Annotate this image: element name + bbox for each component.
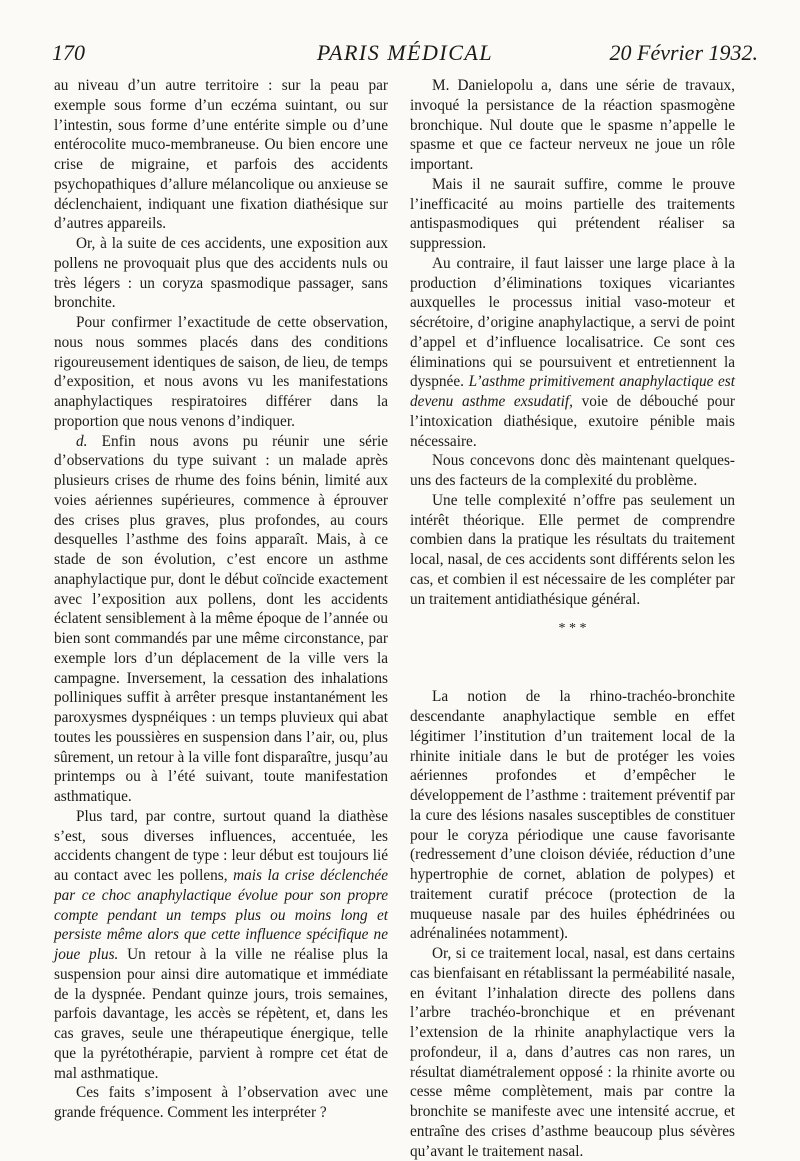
paragraph: d. Enfin nous avons pu réunir une série d’observations du type suivant : un malade après plusieurs crises de rhume des foins bénin, limité aux voies aériennes supérieures, commence à éprouver des crises plus graves, plus profondes, au cours desquelles l’asthme des foins apparaît. Mais, à ce stade de son évolution, c’est encore un asthme anaphylactique pur, dont le début coïncide exactement avec l’exposition aux pollens, dont les accidents éclatent sensiblement à la même époque de l’année ou bien sont commandés par une même circonstance, par exemple lors d’un déplacement de la ville vers la campagne. Inversement, la cessation des inhalations polliniques suffit à arrêter presque instantanément les paroxysmes dyspnéiques : un temps pluvieux qui abat toutes les poussières en suspension dans l’air, ou, plus sûrement, un retour à la ville font disparaître, jusqu’au printemps ou à l’été suivant, toute manifestation asthmatique. (54, 432, 388, 805)
paragraph: Plus tard, par contre, surtout quand la diathèse s’est, sous diverses influences, accentuée, les accidents changent de type : leur début est toujours lié au contact avec les pollens, mais la crise déclenchée par ce choc anaphylactique évolue pour son propre compte pendant un temps plus ou moins long et persiste même alors que cette influence spécifique ne joue plus. Un retour à la ville ne réalise plus la suspension pour ainsi dire automatique et immédiate de la dyspnée. Pendant quinze jours, trois semaines, parfois davantage, les accès se répètent, et, dans les cas graves, seule une thérapeutique énergique, telle que la pyrétothérapie, parvient à rompre cet état de mal asthmatique. (54, 807, 389, 1082)
issue-date: 20 Février 1932. (609, 40, 758, 65)
paragraph: Or, si ce traitement local, nasal, est dans certains cas bienfaisant en rétablissant la perméabilité nasale, en évitant l’inhalation directe des pollens dans l’arbre trachéo-bronchique et en prévenant l’extension de la rhinite anaphylactique vers la profondeur, il a, dans d’autres cas non rares, un résultat diamétralement opposé : la rhinite avorte ou cesse même complètement, mais par contre la bronchite se manifeste avec une intensité accrue, et entraîne des crises d’asthme beaucoup plus sévères qu’avant le traitement nasal. (410, 945, 735, 1160)
paragraph: Pour confirmer l’exactitude de cette observation, nous nous sommes placés dans des conditions rigoureusement identiques de saison, de lieu, de temps d’exposition, et nous avons vu les manifestations anaphylactiques respiratoires différer dans la proportion que nous venons d’indiquer. (54, 314, 388, 430)
paragraph: Mais il ne saurait suffire, comme le prouve l’inefficacité au moins partielle des traitements antispasmodiques qui prétendent réaliser sa suppression. (410, 175, 735, 252)
right-column (410, 76, 735, 1161)
left-column (54, 76, 388, 1123)
paragraph: Ces faits s’imposent à l’observation avec une grande fréquence. Comment les interpréter ? (54, 1084, 388, 1121)
paragraph: Une telle complexité n’offre pas seulement un intérêt théorique. Elle permet de comprendre combien dans la pratique les résultats du traitement local, nasal, de ces accidents sont différents selon les cas, et combien il est nécessaire de les compléter par un traitement antidiathésique général. (410, 491, 735, 608)
asterism-stars: * * * (558, 621, 587, 637)
paragraph: Or, à la suite de ces accidents, une exposition aux pollens ne provoquait plus que des accidents nuls ou très légers : un coryza spasmodique passager, sans bronchite. (54, 235, 388, 312)
section-asterism (410, 609, 735, 687)
paragraph: M. Danielopolu a, dans une série de travaux, invoqué la persistance de la réaction spasmogène bronchique. Nul doute que le spasme n’appelle le spasme et que ce facteur nerveux ne joue un rôle important. (410, 77, 735, 173)
paragraph: au niveau d’un autre territoire : sur la peau par exemple sous forme d’un eczéma suintant, ou sur l’intestin, sous forme d’une entérite simple ou d’une entérocolite muco-membraneuse. Ou bien encore une crise de migraine, et parfois des accidents psychopathiques d’allure mélancolique ou anxieuse se déclenchaient, indiquant une fixation diathésique sur d’autres appareils. (54, 77, 388, 233)
paragraph: Nous concevons donc dès maintenant quelques-uns des facteurs de la complexité du problème. (410, 452, 735, 489)
paragraph: La notion de la rhino-trachéo-bronchite descendante anaphylactique semble en effet légitimer l’institution d’un traitement local de la rhinite initiale dans le but de protéger les voies aériennes profondes et d’empêcher le développement de l’asthme : traitement préventif par la cure des lésions nasales susceptibles de constituer pour le coryza périodique une cause favorisante (redressement d’une cloison déviée, réduction d’une hypertrophie de cornet, ablation de polypes) et traitement curatif précoce (protection de la muqueuse nasale par des huiles éphédrinées ou adrénalinées notamment). (410, 688, 735, 943)
journal-title: PARIS MÉDICAL (316, 40, 494, 65)
item-letter: d. (76, 432, 88, 450)
italic-passage: L’asthme primitivement anaphylactique est devenu asthme exsudatif, (410, 373, 735, 410)
page-number: 170 (52, 40, 85, 65)
paragraph: Au contraire, il faut laisser une large place à la production d’éliminations toxiques vicariantes auxquelles le processus initial vaso-moteur et sécrétoire, d’origine anaphylactique, a servi de point d’appel et d’influence localisatrice. Ce sont ces éliminations qui se poursuivent et entretiennent la dyspnée. L’asthme primitivement anaphylactique est devenu asthme exsudatif, voie de débouché pour l’intoxication diathésique, exutoire pénible mais nécessaire. (410, 254, 736, 450)
running-header (52, 40, 758, 72)
italic-passage: mais la crise déclenchée par ce choc anaphylactique évolue pour son propre compte pendant un temps plus ou moins long et persiste même alors que cette influence spécifique ne joue plus. (54, 867, 389, 963)
